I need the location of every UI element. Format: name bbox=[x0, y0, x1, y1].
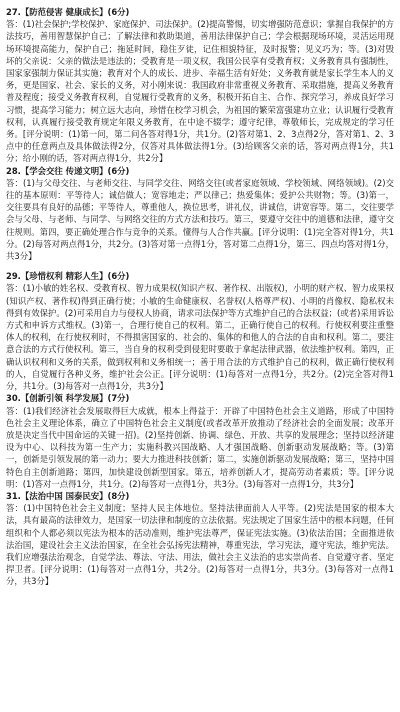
question-27-answer: 答：(1)社会保护;学校保护、家庭保护、司法保护。(2)提高警惕，切实增强防范意识；掌握自我保护的方法技巧，善用智慧保护自己；了解法律和救助渠道，善用法律保护自己；学会根据现场环境，灵活运用现场环境提高能力，保护自己；拖延时间，稳住歹徒，记住相貌特征，及时报警；见义巧为；等。(3)对毁坏的父亲说：父亲的做法是违法的；受教育是一项义权，我国公民享有受教育权；义务教育具有强制性，国家家强制力保证其实施；教育对个人的成长、进步、幸福生活有好处；义务教育就是家长学生本人的义务，更是国家、社会、家长的义务，对小刚来说：我国政府非常重视义务教育、采取措施，提高义务教育普及程度；接受义务教育权利，自觉履行受教育的义务，积极开拓自主、合作、探究学习，养成良好学习习惯，提高学习能力；树立远大志向，珍惜在校学习机会，为祖国的繁荣富强建功立业；认识履行受教育权利，认真履行接受教育规定年限义务教育，在中途不辍学；遵守纪律，尊敬师长，完成规定的学习任务。[评分说明：(1)第一问，第二问各答对得1分，共1分。(2)答对第1、2、3点得2分，答对第1、2、3点中的任意两点及具体做法得2分，仅答对具体做法得1分。(3)给顾客父亲的话，答对两点得1分，共1分；给小刚的话，答对两点得1分，共2分】 bbox=[6, 19, 394, 164]
question-29-heading: 29.【珍惜权利 精彩人生】(6分) bbox=[6, 271, 130, 282]
spacer bbox=[6, 262, 394, 270]
question-28-heading: 28.【学会交往 传递文明】(6分) bbox=[6, 165, 130, 176]
question-31 bbox=[6, 490, 394, 588]
question-31-answer: 答：(1)中国特色社会主义制度；坚持人民主体地位。坚持法律面前人人平等。(2)宪法是国家的根本大法，具有最高的法律效力，是国家一切法律和制度的立法依据。宪法规定了国家生活中的根本问题，任何组织和个人都必须以宪法为根本的活动准则，维护宪法尊严，保证宪法实施。(3)依法治国；全面推进依法治国，建设社会主义法治国家，在全社会弘扬宪法精神，尊重宪法，学习宪法，遵守宪法，维护宪法。我们应增强法治观念，自觉学法、尊法、守法、用法，做社会主义法治的忠实崇尚者、自觉遵守者、坚定捍卫者。[评分说明：(1)每答对一点得1分，共2分。(2)每答对一点得1分，共3分。(3)每答对一点得1分，共3分】 bbox=[6, 503, 394, 587]
question-27 bbox=[6, 6, 394, 165]
question-29-answer: 答：(1)小敏的姓名权、受教育权、智力成果权(知识产权、著作权、出版权)，小明的财产权、智力成果权(知识产权、著作权)得到正确行使；小敏的生命健康权、名誉权(人格尊严权)、小明的肖像权、隐私权未得到有效保护。(2)可采用自力与侵权人协商，请求司法保护等方式维护自己的合法权益；(或者)采用诉讼方式和申诉方式维权。(3)第一，合理行使自己的权利。第二，正确行使自己的权利。行使权利要注重整体人的权利，在行使权利时，不得损害国家的、社会的、集体的和他人的合法的自由和权利。第二，要注意合法的方式行使权利。第三，当自身的权利受到侵犯时要敢于拿起法律武器，依法维护权利。第四，正确认识权利和义务的关系，做到权利和义务相统一；善于用合法的方式维护自己的权利，做正确行使权利的人，自觉履行各种义务，维护社会公正。[评分说明：(1)每答对一点得1分，共2分。(2)完全答对得1分，共1分。(3)每答对一点得1分，共3分】 bbox=[6, 283, 394, 392]
question-29 bbox=[6, 270, 394, 392]
question-28 bbox=[6, 165, 394, 263]
question-27-heading: 27.【防范侵害 健康成长】(6分) bbox=[6, 7, 130, 17]
question-30-heading: 30.【创新引领 科学发展】(7分) bbox=[6, 393, 130, 404]
question-30-answer: 答：(1)我们经济社会发展取得巨大成就，根本上得益于：开辟了中国特色社会主义道路，形成了中国特色社会主义理论体系，确立了中国特色社会主义制度(或者改革开放推动了经济社会的全面发展；改革开放是决定当代中国命运的关键一招)。(2)坚持创新、协调、绿色、开放、共享的发展理念；坚持以经济建设为中心、以科技为第一生产力；实施科教兴国战略、人才强国战略、创新驱动发展战略；等。(3)第一，创新是引领发展的第一动力；要大力推进科技创新；第二，实施创新驱动发展战略；第三，坚持中国特色自主创新道路；第四，加快建设创新型国家。第五，培养创新人才，提高劳动者素质；等。[评分说明：(1)答对一点得1分，共1分。(2)每答对一点得1分，共3分。(3)每答对一点得1分，共3分】 bbox=[6, 405, 394, 489]
question-31-heading: 31.【法治中国 国泰民安】(8分) bbox=[6, 490, 130, 501]
question-30 bbox=[6, 392, 394, 490]
question-28-answer: 答：(1)与父母交往、与老师交往、与同学交往、网络交往(或者家庭领域、学校领域、网络领域)。(2)交往的基本原则：平等待人；诚信做人；宽容地走；严以律己；热爱集体；爱护公共财物；等。(3)第一，交往要具有良好的品德；平等待人，尊重他人，换位思考，讲礼仪，讲诚信，讲宽容等。第二，交往要学会与父母、与老师、与同学、与网络交往的方式方法和技巧。第三，要遵守交往中的道德和法律，遵守交往规则。第四，要正确处理合作与竞争的关系。懂得与人合作共赢。[评分说明：(1)完全答对得1分，共1分。(2)每答对两点得1分，共2分。(3)答对第一点得1分，答对第二点得1分，第三、四点均答对得1分，共3分】 bbox=[6, 177, 394, 262]
